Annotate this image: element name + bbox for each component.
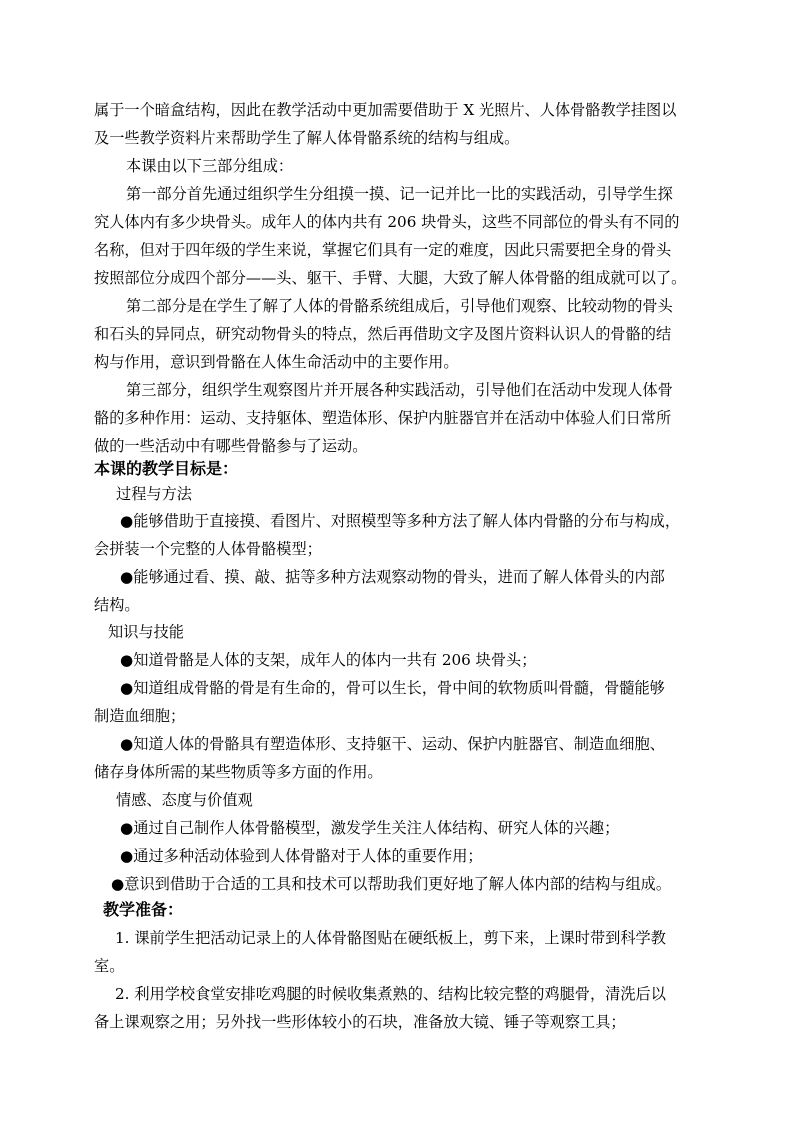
knowledge-item2-line-1: ●知道组成骨骼的骨是有生命的，骨可以生长，骨中间的软物质叫骨髓，骨髓能够: [120, 679, 665, 697]
preparation-heading: 教学准备：: [103, 900, 184, 919]
objectives-heading: 本课的教学目标是：: [94, 459, 239, 478]
part1-line-4: 按照部位分成四个部分——头、躯干、手臂、大腿，大致了解人体骨骼的组成就可以了。: [94, 269, 687, 287]
part3-line-2: 骼的多种作用：运动、支持躯体、塑造体形、保护内脏器官并在活动中体验人们日常所: [94, 409, 672, 427]
part2-line-3: 构与作用，意识到骨骼在人体生命活动中的主要作用。: [94, 353, 459, 371]
part1-line-1: 第一部分首先通过组织学生分组摸一摸、记一记并比一比的实践活动，引导学生探: [126, 185, 673, 203]
preparation-item2-line-2: 备上课观察之用；另外找一些形体较小的石块，准备放大镜、锤子等观察工具；: [94, 1013, 626, 1031]
knowledge-title: 知识与技能: [108, 623, 184, 641]
process-item2-line-2: 结构。: [94, 596, 140, 614]
part3-line-3: 做的一些活动中有哪些骨骼参与了运动。: [94, 437, 368, 455]
process-item1-line-1: ●能够借助于直接摸、看图片、对照模型等多种方法了解人体内骨骼的分布与构成，: [120, 512, 681, 530]
knowledge-item2-line-2: 制造血细胞；: [94, 707, 186, 725]
composition-intro: 本课由以下三部分组成：: [126, 157, 294, 175]
intro-line-2: 及一些教学资料片来帮助学生了解人体骨骼系统的结构与组成。: [94, 129, 520, 147]
emotion-title: 情感、态度与价值观: [116, 791, 253, 809]
process-title: 过程与方法: [116, 485, 192, 503]
knowledge-item3-line-2: 储存身体所需的某些物质等多方面的作用。: [94, 763, 383, 781]
emotion-item1: ●通过自己制作人体骨骼模型，激发学生关注人体结构、研究人体的兴趣；: [120, 819, 620, 837]
emotion-item3: ●意识到借助于合适的工具和技术可以帮助我们更好地了解人体内部的结构与组成。: [111, 875, 672, 893]
preparation-item2-line-1: 2. 利用学校食堂安排吃鸡腿的时候收集煮熟的、结构比较完整的鸡腿骨，清洗后以: [115, 985, 666, 1003]
part1-line-3: 名称，但对于四年级的学生来说，掌握它们具有一定的难度，因此只需要把全身的骨头: [94, 241, 672, 259]
intro-line-1: 属于一个暗盒结构，因此在教学活动中更加需要借助于 X 光照片、人体骨骼教学挂图以: [94, 101, 677, 119]
knowledge-item3-line-1: ●知道人体的骨骼具有塑造体形、支持躯干、运动、保护内脏器官、制造血细胞、: [120, 735, 665, 753]
part3-line-1: 第三部分，组织学生观察图片并开展各种实践活动，引导他们在活动中发现人体骨: [126, 381, 673, 399]
part2-line-1: 第二部分是在学生了解了人体的骨骼系统组成后，引导他们观察、比较动物的骨头: [126, 297, 673, 315]
knowledge-item1: ●知道骨骼是人体的支架，成年人的体内一共有 206 块骨头；: [120, 651, 537, 669]
part1-line-2: 究人体内有多少块骨头。成年人的体内共有 206 块骨头，这些不同部位的骨头有不同的: [94, 213, 680, 231]
preparation-item1-line-2: 室。: [94, 957, 125, 975]
part2-line-2: 和石头的异同点，研究动物骨头的特点，然后再借助文字及图片资料认识人的骨骼的结: [94, 325, 672, 343]
emotion-item2: ●通过多种活动体验到人体骨骼对于人体的重要作用；: [120, 847, 483, 865]
preparation-item1-line-1: 1. 课前学生把活动记录上的人体骨骼图贴在硬纸板上，剪下来，上课时带到科学教: [115, 929, 666, 947]
process-item2-line-1: ●能够通过看、摸、敲、掂等多种方法观察动物的骨头，进而了解人体骨头的内部: [120, 568, 665, 586]
process-item1-line-2: 会拼装一个完整的人体骨骼模型；: [94, 540, 322, 558]
